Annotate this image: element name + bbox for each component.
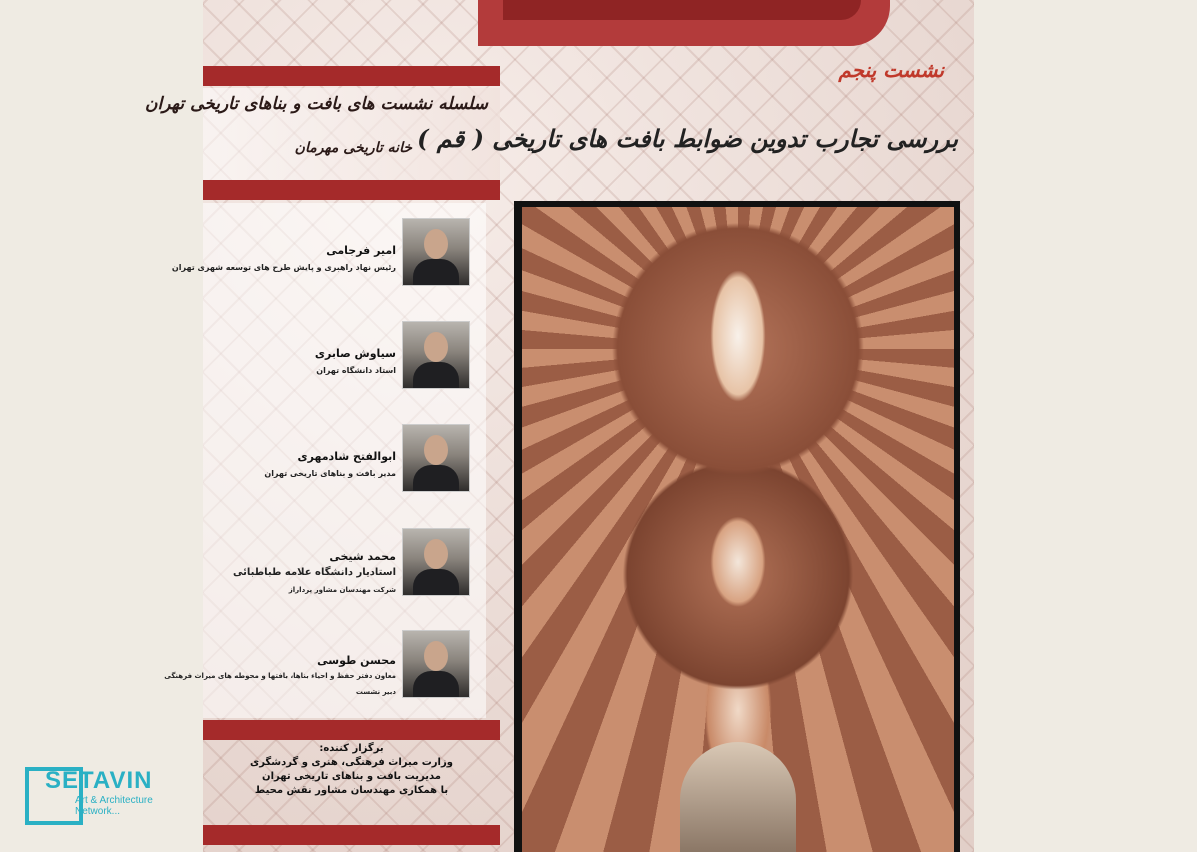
speaker-photo: [402, 321, 470, 389]
speaker-role-secondary: دبیر نشست: [355, 688, 396, 696]
organizer-line: مدیریت بافت و بناهای تاریخی تهران: [262, 771, 441, 782]
speaker-name: ابوالفتح شادمهری: [297, 450, 396, 463]
logo-subtitle: Art & Architecture Network...: [75, 795, 153, 817]
speaker-name: محسن طوسی: [317, 654, 396, 667]
speaker-role: معاون دفتر حفظ و احیاء بناها، بافتها و محوطه های میراث فرهنگی: [164, 672, 396, 680]
top-red-band: [203, 66, 500, 86]
speaker-photo: [402, 218, 470, 286]
organizers-block: [203, 742, 500, 822]
speaker-role: رئیس نهاد راهبری و پایش طرح های توسعه شهری تهران: [171, 263, 396, 272]
footer-red-band: [203, 825, 500, 845]
dome-photo: [522, 207, 954, 852]
speaker-role: استادیار دانشگاه علامه طباطبائی: [233, 567, 396, 578]
bottom-red-band: [203, 720, 500, 740]
event-poster: [145, 0, 974, 852]
speaker-name: امیر فرجامی: [326, 244, 396, 257]
organizer-line: وزارت میراث فرهنگی، هنری و گردشگری: [250, 757, 453, 768]
top-red-curve-inner: [503, 0, 861, 20]
speaker-photo: [402, 528, 470, 596]
speaker-role: استاد دانشگاه تهران: [316, 366, 396, 375]
setavin-logo: [25, 765, 153, 829]
speakers-panel: [164, 203, 486, 718]
organizer-line: با همکاری مهندسان مشاور نقش محیط: [254, 785, 449, 796]
logo-wordmark: SETAVIN: [45, 767, 153, 794]
organizers-heading: برگزار کننده:: [319, 743, 384, 754]
arch-doorway: [680, 742, 796, 852]
speaker-role-secondary: شرکت مهندسان مشاور پرداراز: [288, 586, 396, 594]
series-red-band: [203, 180, 500, 200]
dome-photo-frame: [514, 201, 960, 852]
venue-name: خانه تاریخی مهرمان: [294, 140, 412, 156]
speaker-role: مدیر بافت و بناهای تاریخی تهران: [264, 469, 396, 478]
speaker-name: سیاوش صابری: [314, 347, 396, 360]
speaker-name: محمد شیخی: [329, 550, 396, 563]
main-title: بررسی تجارب تدوین ضوابط بافت های تاریخی ( قم ): [417, 124, 958, 153]
series-title: سلسله نشست های بافت و بناهای تاریخی تهران: [145, 94, 488, 114]
speaker-photo: [402, 630, 470, 698]
speaker-photo: [402, 424, 470, 492]
session-label: نشست پنجم: [838, 58, 944, 82]
